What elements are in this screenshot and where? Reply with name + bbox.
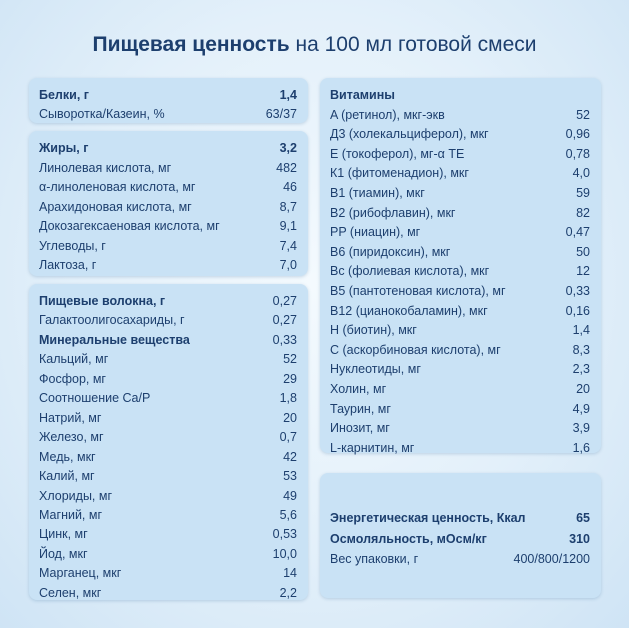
- fats-row-value: 9,1: [279, 219, 297, 233]
- energy-row-value: 400/800/1200: [513, 552, 590, 566]
- fats-row-value: 482: [276, 160, 297, 175]
- vitamins-row: [320, 440, 601, 456]
- vitamins-row-value: 0,33: [565, 284, 590, 298]
- fats-row: [29, 257, 308, 273]
- vitamins-row: [320, 205, 601, 221]
- minerals-row: [29, 488, 308, 504]
- protein-row: [29, 106, 308, 122]
- vitamins-row: [320, 244, 601, 260]
- vitamins-row-value: 0,16: [565, 303, 590, 318]
- minerals-row-value: 53: [283, 469, 297, 484]
- fats-row-label: Жиры, г: [39, 141, 89, 155]
- vitamins-row-value: 50: [576, 244, 590, 259]
- minerals-row-label: Медь, мкг: [39, 449, 96, 464]
- fats-row-value: 46: [283, 180, 297, 194]
- minerals-panel: [29, 284, 308, 600]
- minerals-row-value: 10,0: [272, 546, 297, 561]
- minerals-row-label: Хлориды, мг: [39, 488, 113, 503]
- vitamins-row-label: Таурин, мг: [330, 401, 391, 416]
- vitamins-row-value: 0,78: [565, 146, 590, 161]
- vitamins-row-value: 82: [576, 205, 590, 220]
- fats-row-label: Арахидоновая кислота, мг: [39, 199, 192, 214]
- minerals-row-value: 49: [283, 488, 297, 503]
- minerals-row-label: Цинк, мг: [39, 527, 88, 542]
- vitamins-row: [320, 185, 601, 201]
- vitamins-row-value: 52: [576, 107, 590, 122]
- fats-row-value: 3,2: [279, 141, 297, 155]
- protein-panel: [29, 78, 308, 123]
- energy-row-label: Вес упаковки, г: [330, 552, 419, 566]
- minerals-row: [29, 449, 308, 465]
- minerals-row-label: Галактоолигосахариды, г: [39, 313, 185, 328]
- vitamins-row: [320, 342, 601, 358]
- vitamins-row-label: Нуклеотиды, мг: [330, 362, 421, 377]
- minerals-row: [29, 351, 308, 367]
- minerals-row-label: Пищевые волокна, г: [39, 294, 166, 308]
- vitamins-row-label: В1 (тиамин), мкг: [330, 186, 425, 200]
- energy-row-value: 65: [576, 511, 590, 525]
- vitamins-row-value: 8,3: [572, 342, 590, 357]
- vitamins-row-label: В12 (цианокобаламин), мкг: [330, 303, 488, 318]
- protein-row: [29, 87, 308, 103]
- energy-row-label: Энергетическая ценность, Ккал: [330, 511, 526, 525]
- vitamins-row-label: К1 (фитоменадион), мкг: [330, 166, 469, 181]
- vitamins-row: [320, 361, 601, 377]
- minerals-row: [29, 526, 308, 542]
- vitamins-row-label: Д3 (холекальциферол), мкг: [330, 127, 489, 142]
- fats-row-value: 7,4: [279, 238, 297, 253]
- minerals-row: [29, 293, 308, 309]
- vitamins-row: [320, 126, 601, 142]
- vitamins-row-value: 3,9: [572, 421, 590, 436]
- minerals-row-value: 29: [283, 371, 297, 386]
- vitamins-panel: [320, 78, 601, 453]
- minerals-row: [29, 390, 308, 406]
- vitamins-row: [320, 420, 601, 436]
- minerals-row-value: 0,7: [279, 430, 297, 445]
- fats-row: [29, 140, 308, 156]
- vitamins-row-label: PP (ниацин), мг: [330, 225, 421, 240]
- minerals-row: [29, 332, 308, 348]
- protein-row-value: 1,4: [279, 88, 297, 102]
- minerals-row-value: 20: [283, 410, 297, 425]
- energy-row-label: Осмоляльность, мОсм/кг: [330, 531, 487, 546]
- minerals-row-label: Железо, мг: [39, 430, 104, 445]
- vitamins-row-value: 0,96: [565, 127, 590, 142]
- vitamins-row-label: В6 (пиридоксин), мкг: [330, 244, 451, 259]
- minerals-row: [29, 429, 308, 445]
- minerals-row: [29, 507, 308, 523]
- minerals-row-value: 2,2: [279, 585, 297, 600]
- energy-row: [320, 510, 601, 526]
- vitamins-row: [320, 381, 601, 397]
- vitamins-row-value: 20: [576, 382, 590, 396]
- fats-row: [29, 160, 308, 176]
- vitamins-row: [320, 322, 601, 338]
- vitamins-row: [320, 107, 601, 123]
- minerals-row: [29, 585, 308, 601]
- minerals-row-value: 1,8: [279, 391, 297, 406]
- fats-row-value: 8,7: [279, 199, 297, 214]
- fats-row-label: Лактоза, г: [39, 258, 97, 272]
- minerals-row-value: 42: [283, 449, 297, 464]
- minerals-row-label: Магний, мг: [39, 507, 103, 522]
- minerals-row-value: 0,27: [272, 294, 297, 308]
- fats-row: [29, 179, 308, 195]
- minerals-row-label: Калий, мг: [39, 469, 95, 484]
- minerals-row-label: Кальций, мг: [39, 352, 109, 367]
- vitamins-row-label: E (токоферол), мг-α TE: [330, 146, 465, 161]
- vitamins-row: [320, 283, 601, 299]
- energy-row: [320, 551, 601, 567]
- vitamins-row: [320, 263, 601, 279]
- minerals-row-value: 5,6: [279, 507, 297, 522]
- minerals-row-value: 0,27: [272, 313, 297, 328]
- minerals-row: [29, 410, 308, 426]
- minerals-row: [29, 546, 308, 562]
- vitamins-row-label: L-карнитин, мг: [330, 440, 415, 455]
- vitamins-row: [320, 224, 601, 240]
- page-title: [0, 33, 629, 57]
- fats-row-label: Докозагексаеновая кислота, мг: [39, 219, 220, 233]
- vitamins-row-label: A (ретинол), мкг-экв: [330, 107, 445, 122]
- vitamins-row: [320, 146, 601, 162]
- vitamins-row-value: 1,6: [572, 440, 590, 455]
- minerals-row-label: Минеральные вещества: [39, 332, 190, 347]
- fats-row-label: Линолевая кислота, мг: [39, 160, 172, 175]
- minerals-row-value: 14: [283, 566, 297, 581]
- minerals-row-value: 0,33: [272, 332, 297, 347]
- title-rest: на 100 мл готовой смеси: [289, 33, 537, 56]
- fats-row: [29, 199, 308, 215]
- vitamins-row-label: Витамины: [330, 88, 395, 102]
- minerals-row: [29, 468, 308, 484]
- vitamins-row-value: 12: [576, 264, 590, 279]
- vitamins-row-value: 4,9: [572, 401, 590, 416]
- protein-row-value: 63/37: [265, 107, 297, 121]
- minerals-row: [29, 312, 308, 328]
- vitamins-row-value: 1,4: [572, 323, 590, 338]
- vitamins-row: [320, 87, 601, 103]
- minerals-row-value: 52: [283, 352, 297, 367]
- protein-row-label: Сыворотка/Казеин, %: [39, 107, 165, 121]
- minerals-row-label: Натрий, мг: [39, 410, 102, 425]
- minerals-row-label: Соотношение Ca/P: [39, 391, 151, 406]
- vitamins-row-label: В2 (рибофлавин), мкг: [330, 205, 456, 220]
- minerals-row: [29, 565, 308, 581]
- vitamins-row-value: 59: [576, 186, 590, 200]
- minerals-row-value: 0,53: [272, 527, 297, 542]
- vitamins-row-label: Вс (фолиевая кислота), мкг: [330, 264, 490, 279]
- fats-row-value: 7,0: [279, 258, 297, 272]
- minerals-row: [29, 371, 308, 387]
- minerals-row-label: Фосфор, мг: [39, 371, 106, 386]
- vitamins-row-value: 2,3: [572, 362, 590, 377]
- vitamins-row-label: С (аскорбиновая кислота), мг: [330, 342, 501, 357]
- protein-row-label: Белки, г: [39, 88, 89, 102]
- fats-row: [29, 218, 308, 234]
- fats-panel: [29, 131, 308, 276]
- vitamins-row: [320, 303, 601, 319]
- vitamins-row: [320, 165, 601, 181]
- fats-row: [29, 238, 308, 254]
- energy-row-value: 310: [569, 531, 590, 546]
- fats-row-label: α-линоленовая кислота, мг: [39, 180, 196, 194]
- vitamins-row-value: 4,0: [572, 166, 590, 181]
- minerals-row-label: Марганец, мкг: [39, 566, 122, 581]
- vitamins-row-label: Н (биотин), мкг: [330, 323, 417, 338]
- energy-panel: [320, 473, 601, 598]
- vitamins-row-value: 0,47: [565, 225, 590, 240]
- vitamins-row-label: В5 (пантотеновая кислота), мг: [330, 284, 506, 298]
- vitamins-row-label: Холин, мг: [330, 382, 387, 396]
- minerals-row-label: Йод, мкг: [39, 546, 88, 561]
- minerals-row-label: Селен, мкг: [39, 585, 102, 600]
- energy-row: [320, 531, 601, 547]
- title-bold: Пищевая ценность: [92, 33, 290, 56]
- vitamins-row: [320, 401, 601, 417]
- fats-row-label: Углеводы, г: [39, 238, 106, 253]
- vitamins-row-label: Инозит, мг: [330, 421, 390, 436]
